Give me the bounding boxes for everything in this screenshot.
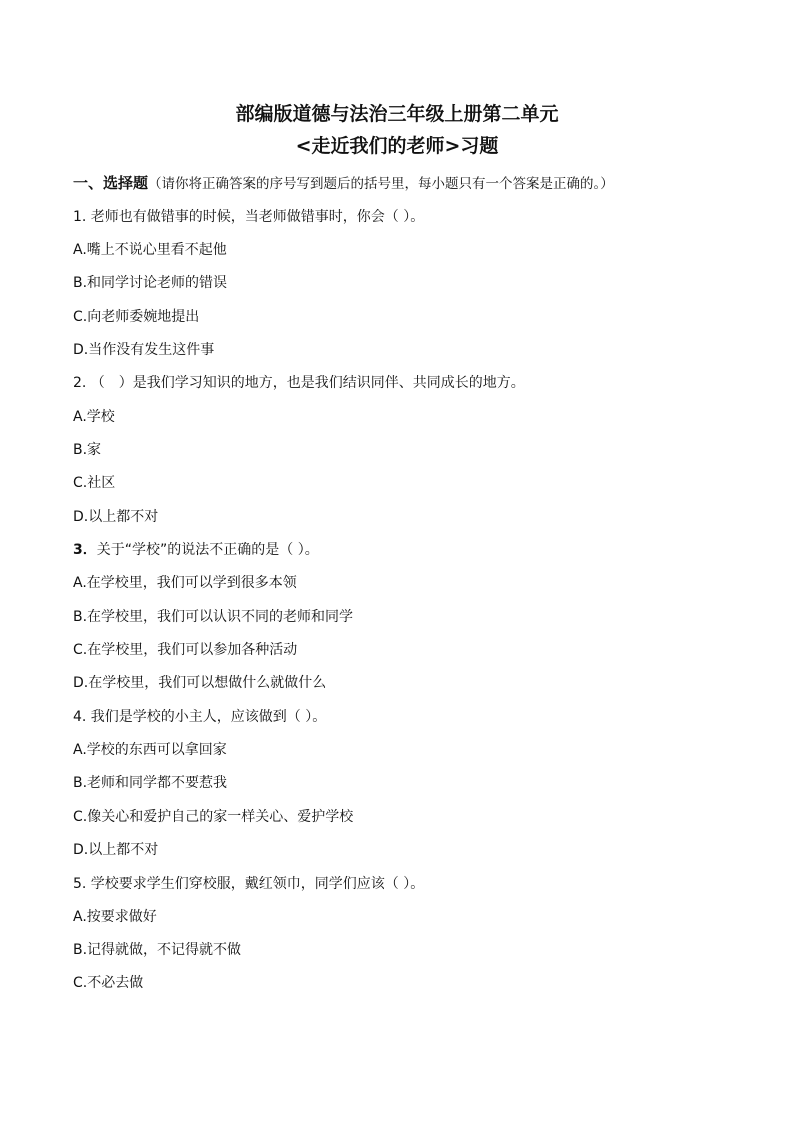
document-subtitle: <走近我们的老师>习题 [295, 135, 499, 157]
question-2: 2. （ ）是我们学习知识的地方，也是我们结识同伴、共同成长的地方。 [73, 375, 525, 391]
document-title: 部编版道德与法治三年级上册第二单元 [235, 103, 559, 125]
question-4-option-d: D.以上都不对 [73, 842, 159, 858]
question-3-option-c: C.在学校里，我们可以参加各种活动 [73, 642, 298, 658]
question-1-option-d: D.当作没有发生这件事 [73, 342, 215, 358]
question-2-option-d: D.以上都不对 [73, 509, 159, 525]
question-1: 1. 老师也有做错事的时候，当老师做错事时，你会（ ）。 [73, 209, 425, 225]
section-instructions: （请你将正确答案的序号写到题后的括号里，每小题只有一个答案是正确的。） [148, 176, 614, 192]
question-2-option-c: C.社区 [73, 475, 116, 491]
question-3-option-b: B.在学校里，我们可以认识不同的老师和同学 [73, 609, 354, 625]
question-4: 4. 我们是学校的小主人，应该做到（ ）。 [73, 709, 327, 725]
question-5-option-a: A.按要求做好 [73, 909, 157, 925]
section-header [73, 172, 733, 195]
question-2-option-b: B.家 [73, 442, 102, 458]
question-3 [73, 539, 733, 561]
question-5-option-b: B.记得就做，不记得就不做 [73, 942, 242, 958]
question-1-option-a: A.嘴上不说心里看不起他 [73, 242, 227, 258]
question-3-option-d: D.在学校里，我们可以想做什么就做什么 [73, 675, 327, 691]
question-4-option-b: B.老师和同学都不要惹我 [73, 775, 228, 791]
question-2-option-a: A.学校 [73, 409, 115, 425]
question-1-option-b: B.和同学讨论老师的错误 [73, 275, 228, 291]
question-5-option-c: C.不必去做 [73, 975, 144, 991]
question-3-text: 关于“学校”的说法不正确的是（ ）。 [96, 542, 319, 558]
question-4-option-a: A.学校的东西可以拿回家 [73, 742, 227, 758]
question-3-number: 3． [73, 542, 97, 558]
question-5: 5. 学校要求学生们穿校服，戴红领巾，同学们应该（ ）。 [73, 876, 425, 892]
section-heading: 一、选择题 [73, 174, 149, 192]
question-4-option-c: C.像关心和爱护自己的家一样关心、爱护学校 [73, 809, 354, 825]
question-3-option-a: A.在学校里，我们可以学到很多本领 [73, 575, 297, 591]
question-1-option-c: C.向老师委婉地提出 [73, 309, 200, 325]
